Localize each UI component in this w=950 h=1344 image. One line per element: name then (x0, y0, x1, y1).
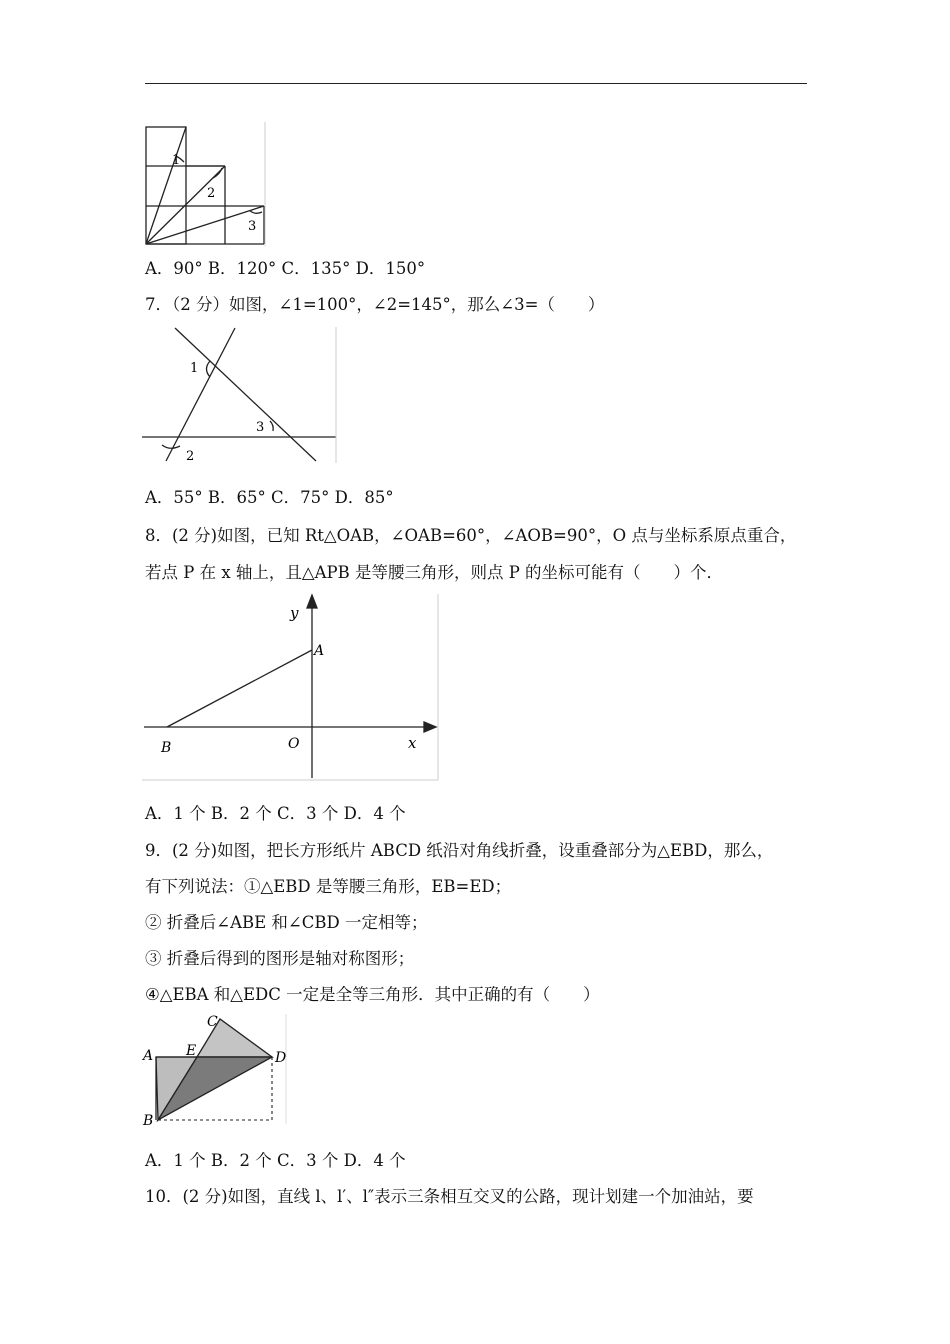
q7-angle-figure (140, 325, 340, 465)
fig8-label-O: O (288, 736, 300, 752)
q6-grid-figure (140, 120, 270, 250)
q9-stem-line5: ④△EBA 和△EDC 一定是全等三角形．其中正确的有（ ） (145, 985, 600, 1004)
fig9-label-E: E (186, 1043, 197, 1059)
q9-stem-line2: 有下列说法：①△EBD 是等腰三角形，EB=ED； (145, 877, 512, 896)
fig8-label-A: A (314, 643, 325, 659)
fig6-label-2: 2 (207, 186, 216, 201)
q6-options: A．90° B．120° C．135° D．150° (145, 259, 426, 278)
header-rule (145, 83, 807, 84)
fig9-label-A: A (143, 1048, 154, 1064)
q10-stem-line1: 10．(2 分)如图，直线 l、l′、l″表示三条相互交叉的公路，现计划建一个加油站，要 (145, 1187, 754, 1206)
fig7-label-1: 1 (190, 361, 199, 376)
fig6-label-1: 1 (172, 153, 181, 168)
q9-stem-line1: 9．(2 分)如图，把长方形纸片 ABCD 纸沿对角线折叠，设重叠部分为△EBD，那么， (145, 841, 774, 860)
fig9-label-D: D (275, 1050, 287, 1066)
fig7-label-3: 3 (256, 420, 265, 435)
fig7-label-2: 2 (186, 449, 195, 464)
q8-stem-line1: 8．(2 分)如图，已知 Rt△OAB，∠OAB=60°，∠AOB=90°，O 点与坐标系原点重合， (145, 526, 797, 545)
q8-options: A．1 个 B．2 个 C．3 个 D．4 个 (145, 804, 406, 823)
fig6-label-3: 3 (248, 219, 257, 234)
fig9-label-B: B (143, 1113, 154, 1127)
fig8-label-y: y (290, 604, 299, 622)
fig9-label-C: C (207, 1014, 218, 1030)
q7-options: A．55° B．65° C．75° D．85° (145, 488, 394, 507)
q9-fold-figure (140, 1012, 290, 1127)
q8-stem-line2: 若点 P 在 x 轴上，且△APB 是等腰三角形，则点 P 的坐标可能有（ ）个． (145, 563, 724, 582)
q8-coordinate-figure (140, 592, 442, 782)
fig8-label-B: B (161, 740, 172, 756)
q9-stem-line3: ② 折叠后∠ABE 和∠CBD 一定相等； (145, 913, 428, 932)
fig8-label-x: x (408, 734, 417, 752)
q9-options: A．1 个 B．2 个 C．3 个 D．4 个 (145, 1151, 406, 1170)
q9-stem-line4: ③ 折叠后得到的图形是轴对称图形； (145, 949, 415, 968)
q7-stem: 7．（2 分）如图，∠1=100°，∠2=145°，那么∠3=（ ） (145, 295, 605, 314)
